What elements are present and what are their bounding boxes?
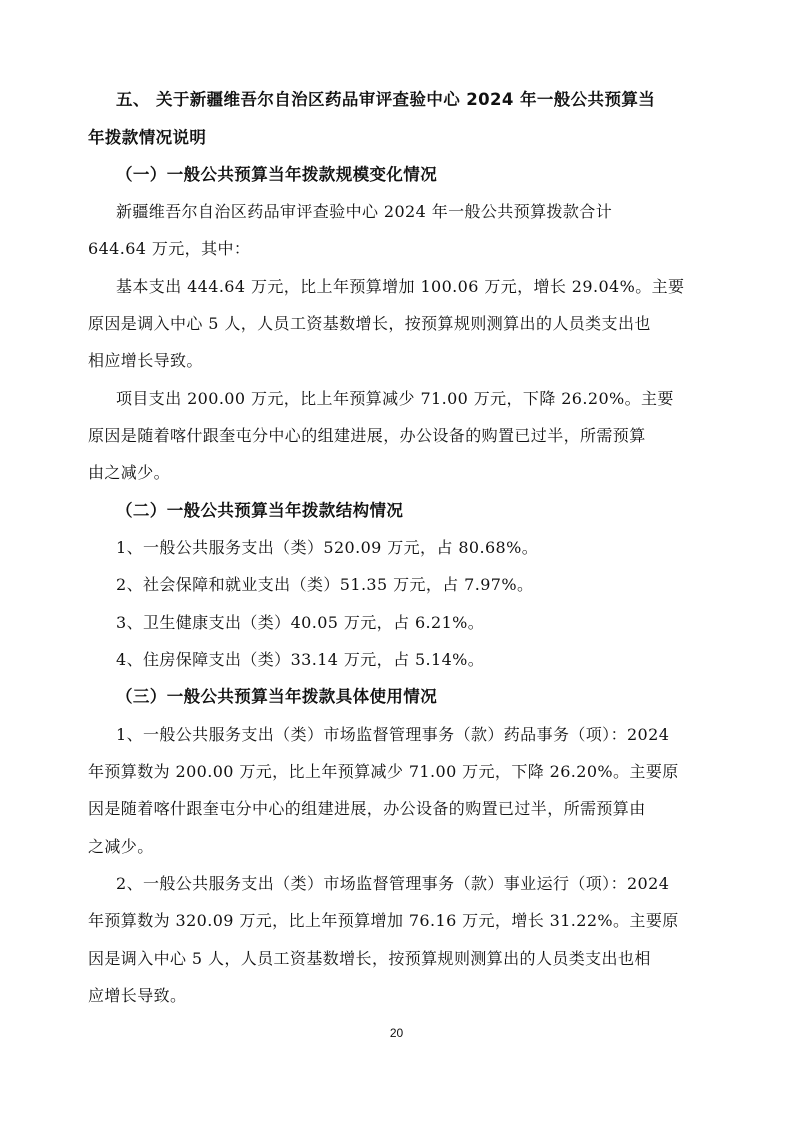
sub3-p1-line-2: 年预算数为 200.00 万元，比上年预算减少 71.00 万元，下降 26.20%。主要原 <box>88 762 679 781</box>
sub1-p3-line-1: 项目支出 200.00 万元，比上年预算减少 71.00 万元，下降 26.20%。主要 <box>116 389 674 408</box>
section-title-line-2: 年拨款情况说明 <box>88 128 207 147</box>
sub3-p2-line-4: 应增长导致。 <box>88 986 187 1005</box>
sub2-item-1: 1、一般公共服务支出（类）520.09 万元，占 80.68%。 <box>116 538 539 557</box>
sub3-p1-line-1: 1、一般公共服务支出（类）市场监督管理事务（款）药品事务（项）：2024 <box>116 725 670 744</box>
sub3-p2-line-2: 年预算数为 320.09 万元，比上年预算增加 76.16 万元，增长 31.22%。主要原 <box>88 911 679 930</box>
page-number: 20 <box>389 1026 404 1040</box>
sub3-heading: （三）一般公共预算当年拨款具体使用情况 <box>116 687 438 706</box>
sub2-heading: （二）一般公共预算当年拨款结构情况 <box>116 501 404 520</box>
sub1-p2-line-3: 相应增长导致。 <box>88 351 203 370</box>
sub2-item-3: 3、卫生健康支出（类）40.05 万元，占 6.21%。 <box>116 613 485 632</box>
sub1-p3-line-2: 原因是随着喀什跟奎屯分中心的组建进展，办公设备的购置已过半，所需预算 <box>88 426 646 445</box>
sub1-p3-line-3: 由之减少。 <box>88 463 171 482</box>
sub1-p2-line-1: 基本支出 444.64 万元，比上年预算增加 100.06 万元，增长 29.04%。主要 <box>116 277 685 296</box>
sub3-p1-line-4: 之减少。 <box>88 837 154 856</box>
sub2-item-2: 2、社会保障和就业支出（类）51.35 万元，占 7.97%。 <box>116 575 534 594</box>
sub1-p1-line-2: 644.64 万元，其中： <box>88 239 251 258</box>
sub2-item-4: 4、住房保障支出（类）33.14 万元，占 5.14%。 <box>116 650 485 669</box>
sub3-p1-line-3: 因是随着喀什跟奎屯分中心的组建进展，办公设备的购置已过半，所需预算由 <box>88 799 646 818</box>
sub1-heading: （一）一般公共预算当年拨款规模变化情况 <box>116 165 438 184</box>
sub1-p1-line-1: 新疆维吾尔自治区药品审评查验中心 2024 年一般公共预算拨款合计 <box>116 202 613 221</box>
section-title-line-1: 五、 关于新疆维吾尔自治区药品审评查验中心 2024 年一般公共预算当 <box>116 90 656 109</box>
sub3-p2-line-3: 因是调入中心 5 人，人员工资基数增长，按预算规则测算出的人员类支出也相 <box>88 949 651 968</box>
sub1-p2-line-2: 原因是调入中心 5 人，人员工资基数增长，按预算规则测算出的人员类支出也 <box>88 314 651 333</box>
sub3-p2-line-1: 2、一般公共服务支出（类）市场监督管理事务（款）事业运行（项）：2024 <box>116 874 670 893</box>
